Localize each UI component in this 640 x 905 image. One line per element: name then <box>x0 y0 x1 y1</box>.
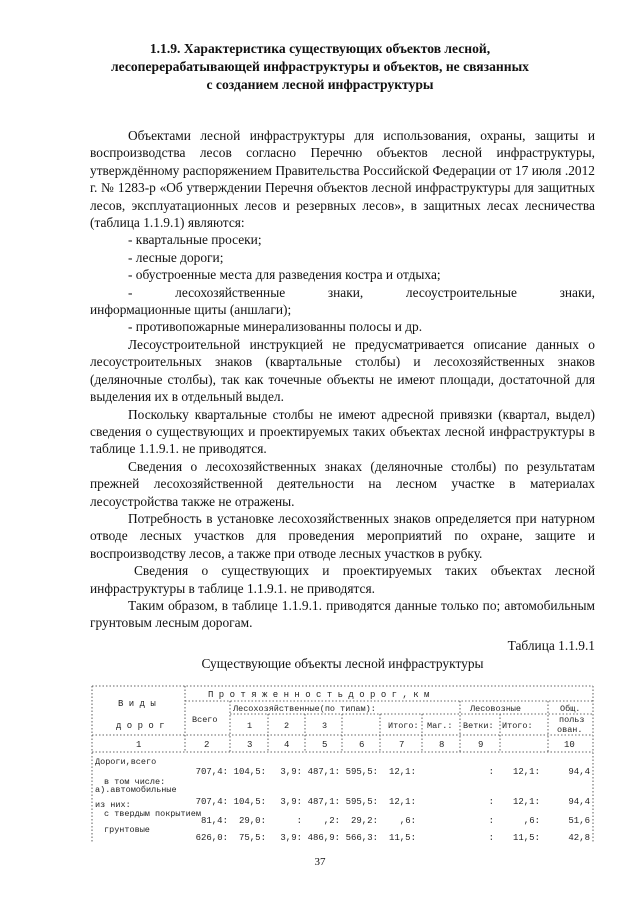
table-cell: 11,5: <box>388 833 416 843</box>
hdr-mag: Маг.: <box>427 721 453 731</box>
hdr-itogo-2: Итого: <box>502 721 533 731</box>
heading-line-1: 1.1.9. Характеристика существующих объектов лесной, <box>149 41 491 56</box>
row-label-s-tverdym: с твердым покрытием <box>104 809 201 819</box>
list-item-3: - обустроенные места для разведения костра и отдыха; <box>128 267 441 283</box>
infrastructure-table <box>90 680 595 850</box>
hdr-type-3: 3 <box>322 721 328 731</box>
hdr-vetki: Ветки: <box>463 721 494 731</box>
hdr-obsch-3: ован. <box>557 725 583 735</box>
table-cell: 12,1: <box>388 797 416 807</box>
list-item-4b: информационные щиты (аншлаги); <box>90 302 292 318</box>
table-cell: 104,5: <box>233 767 266 777</box>
table-svg <box>90 680 595 850</box>
colnum-4: 4 <box>284 740 290 750</box>
table-cell: 626,0: <box>195 833 228 843</box>
table-data-rows <box>196 767 590 843</box>
table-cell: 486,9: <box>307 833 340 843</box>
paragraph-5: Потребность в установке лесохозяйственных знаков определяется при натурном отводе лесных участков для проведения мероприятий по охране, защите и воспроизводству лесов, а также при отводе лесных участков в рубку. <box>90 510 595 561</box>
page-number: 37 <box>314 856 326 868</box>
table-cell: 3,9: <box>280 797 302 807</box>
hdr-lesovoz: Лесовозные <box>470 704 522 714</box>
table-cell: 94,4 <box>568 797 590 807</box>
hdr-leskhoz: Лесохозяйственные(по типам): <box>233 704 376 714</box>
paragraph-6: Сведения о существующих и проектируемых таких объектах лесной инфраструктуры в таблице 1.1.9.1. не приводятся. <box>90 563 595 596</box>
hdr-dorog: д о р о г <box>116 721 165 731</box>
list-item-4a: - лесохозяйственные знаки, лесоустроительные знаки, <box>128 284 595 300</box>
table-cell: 12,1: <box>512 767 540 777</box>
table-cell: 42,8 <box>568 833 590 843</box>
row-label-avtomob: а).автомобильные <box>95 785 177 795</box>
table-cell: ,6: <box>399 816 416 826</box>
table-cell: 29,2: <box>350 816 378 826</box>
colnum-10: 10 <box>564 740 575 750</box>
table-cell: 12,1: <box>388 767 416 777</box>
table-title: Существующие объекты лесной инфраструктуры <box>201 656 484 671</box>
colnum-1: 1 <box>136 740 142 750</box>
hdr-obsch-1: Общ. <box>560 704 581 714</box>
paragraph-3: Поскольку квартальные столбы не имеют адресной привязки (квартал, выдел) сведения о существующих и проектируемых таких объектах лесной инфраструктуры в таблице 1.1.9.1. не приводятся. <box>90 406 595 457</box>
list-item-2: - лесные дороги; <box>128 249 224 265</box>
table-cell: 29,0: <box>238 816 266 826</box>
paragraph-4: Сведения о лесохозяйственных знаках (деляночные столбы) по результатам прежней лесохозяйственной деятельности на лесном участке в материалах лесоустройства также не отражены. <box>90 458 595 509</box>
table-cell: 595,5: <box>345 767 378 777</box>
list-item-1: - квартальные просеки; <box>128 232 262 248</box>
table-cell: 3,9: <box>280 767 302 777</box>
colnum-7: 7 <box>399 740 405 750</box>
section-heading <box>60 40 580 94</box>
hdr-protyazhennost: П р о т я ж е н н о с т ь д о р о г , к м <box>208 690 430 700</box>
paragraph-1: Объектами лесной инфраструктуры для использования, охраны, защиты и воспроизводства лесов согласно Перечню объектов лесной инфраструктуры, утверждённому распоряжением Правительства Российской Федерации от 17 июля .2012 г. № 1283-р «Об утверждении Перечня объектов лесной инфраструктуры для защитных лесов, эксплуатационных лесов и резервных лесов», в защитных лесах лесничества (таблица 1.1.9.1) являются: <box>90 128 595 231</box>
hdr-itogo: Итого: <box>388 721 419 731</box>
table-cell: 94,4 <box>568 767 590 777</box>
row-label-gruntovye: грунтовые <box>104 825 150 835</box>
table-cell: : <box>488 816 494 826</box>
table-cell: : <box>296 816 302 826</box>
colnum-3: 3 <box>247 740 253 750</box>
hdr-type-1: 1 <box>247 721 253 731</box>
table-cell: : <box>488 833 494 843</box>
colnum-9: 9 <box>478 740 484 750</box>
table-cell: 487,1: <box>307 767 340 777</box>
table-cell: 566,3: <box>345 833 378 843</box>
table-cell: 707,4: <box>195 797 228 807</box>
row-label-iz-nih: из них: <box>95 800 131 810</box>
row-label-dorogi-vsego: Дороги,всего <box>95 757 157 767</box>
table-cell: 51,6 <box>568 816 590 826</box>
table-label: Таблица 1.1.9.1 <box>507 638 595 653</box>
body-text <box>90 127 595 632</box>
table-cell: 75,5: <box>238 833 266 843</box>
colnum-6: 6 <box>359 740 365 750</box>
colnum-2: 2 <box>204 740 210 750</box>
colnum-8: 8 <box>439 740 445 750</box>
table-cell: 81,4: <box>200 816 228 826</box>
table-cell: : <box>488 797 494 807</box>
table-cell: 12,1: <box>512 797 540 807</box>
table-cell: 11,5: <box>512 833 540 843</box>
colnum-5: 5 <box>322 740 328 750</box>
hdr-vsego: Всего <box>192 715 218 725</box>
table-cell: 487,1: <box>307 797 340 807</box>
paragraph-2: Лесоустроительной инструкцией не предусматривается описание данных о лесоустроительных знаков (квартальные столбы) и лесохозяйственных знаков (деляночные столбы), так как точечные объекты не имеют площади, достаточной для выделения их в отдельный выдел. <box>90 336 595 405</box>
row-label-v-tom-chisle: в том числе: <box>104 777 166 787</box>
list-item-5: - противопожарные минерализованны полосы и др. <box>128 319 423 335</box>
heading-line-3: с созданием лесной инфраструктуры <box>206 77 434 92</box>
table-cell: 595,5: <box>345 797 378 807</box>
heading-line-2: лесоперерабатывающей инфраструктуры и объектов, не связанных <box>111 59 529 74</box>
table-cell: ,6: <box>523 816 540 826</box>
table-cell: 707,4: <box>195 767 228 777</box>
table-cell: ,2: <box>323 816 340 826</box>
hdr-type-2: 2 <box>284 721 290 731</box>
table-cell: 104,5: <box>233 797 266 807</box>
hdr-vidy: В и д ы <box>118 699 156 709</box>
table-cell: 3,9: <box>280 833 302 843</box>
table-cell: : <box>488 767 494 777</box>
hdr-obsch-2: польз <box>559 715 585 725</box>
paragraph-7: Таким образом, в таблице 1.1.9.1. приводятся данные только по; автомобильным грунтовым лесным дорогам. <box>90 597 595 631</box>
